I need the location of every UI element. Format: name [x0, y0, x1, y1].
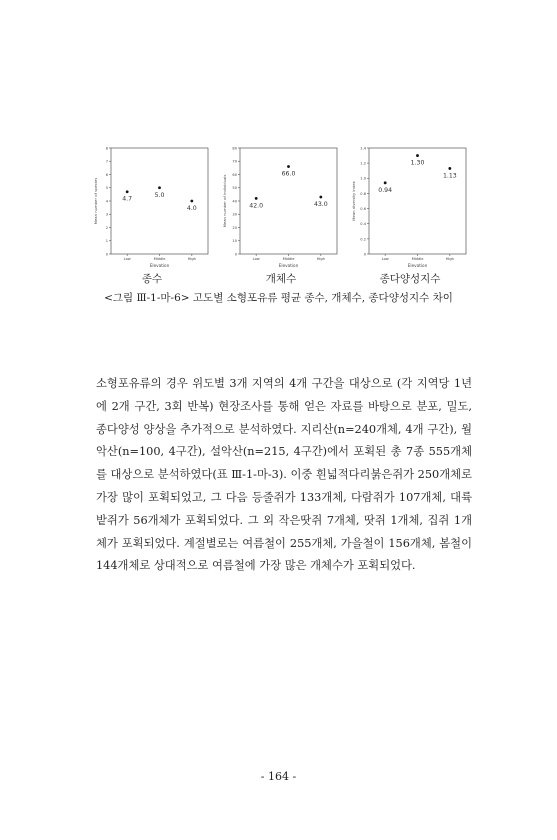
species-chart-plot	[91, 142, 213, 270]
y-tick-label: 60	[232, 172, 237, 177]
y-tick-label: 40	[232, 199, 237, 204]
y-tick-label: 1.4	[360, 146, 366, 151]
y-tick-label: 0.8	[360, 191, 366, 196]
data-point	[319, 196, 322, 199]
y-tick-label: 8	[105, 146, 108, 151]
y-axis-title: Mean diversity index	[351, 181, 356, 221]
x-tick-label: High	[445, 257, 454, 261]
x-tick-label: High	[187, 257, 196, 261]
y-axis-title: Mean number of individuals	[222, 174, 227, 228]
species-chart-label: 종수	[141, 273, 163, 285]
y-tick-label: 0	[234, 252, 237, 257]
data-label: 0.94	[378, 186, 393, 194]
diversity-chart	[349, 142, 471, 286]
x-tick-label: High	[316, 257, 325, 261]
x-axis-title: Elevation	[278, 263, 299, 268]
data-point	[448, 167, 451, 170]
x-axis-title: Elevation	[149, 263, 170, 268]
body-paragraph: 소형포유류의 경우 위도별 3개 지역의 4개 구간을 대상으로 (각 지역당 1년에 2개 구간, 3회 반복) 현장조사를 통해 얻은 자료를 바탕으로 분포, 밀도, 종다양성 양상을 추가적으로 분석하였다. 지리산(n=240개체, 4개 구간), 월악산(n=100, 4구간), 설악산(n=215, 4구간)에서 포획된 총 7종 555개체를 대상으로 분석하였다(표 Ⅲ-1-마-3). 이중 흰넓적다리붉은쥐가 250개체로 가장 많이 포획되었고, 그 다음 등줄쥐가 133개체, 다람쥐가 107개체, 대륙밭쥐가 56개체가 포획되었다. 그 외 작은땃쥐 7개체, 땃쥐 1개체, 집쥐 1개체가 포획되었다. 계절별로는 여름철이 255개체, 가을철이 156개체, 봄철이 144개체로 상대적으로 여름철에 가장 많은 개체수가 포획되었다.	[96, 377, 472, 573]
data-label: 42.0	[249, 202, 264, 210]
y-tick-label: 30	[232, 212, 237, 217]
individuals-chart-label: 개체수	[265, 273, 297, 285]
y-tick-label: 0.4	[360, 222, 366, 227]
diversity-chart-plot	[349, 142, 471, 270]
y-tick-label: 20	[232, 225, 237, 230]
data-point	[158, 186, 161, 189]
data-label: 1.13	[442, 172, 457, 180]
diversity-chart-label: 종다양성지수	[379, 273, 441, 285]
data-point	[416, 154, 419, 157]
y-tick-label: 10	[232, 239, 237, 244]
data-label: 1.30	[410, 159, 425, 167]
data-label: 4.7	[122, 195, 133, 203]
y-tick-label: 6	[105, 172, 108, 177]
y-tick-label: 4	[105, 199, 108, 204]
y-tick-label: 0	[105, 252, 108, 257]
y-tick-label: 50	[232, 186, 237, 191]
y-tick-label: 0.2	[360, 237, 366, 242]
species-chart	[91, 142, 213, 286]
x-tick-label: Low	[252, 257, 260, 261]
data-label: 66.0	[281, 170, 296, 178]
x-tick-label: Middle	[411, 257, 424, 261]
y-tick-label: 1.0	[360, 176, 366, 181]
y-axis-title: Mean number of species	[93, 177, 98, 225]
y-tick-label: 1	[105, 239, 108, 244]
x-tick-label: Middle	[153, 257, 166, 261]
y-tick-label: 0	[363, 252, 366, 257]
y-tick-label: 0.6	[360, 206, 366, 211]
data-label: 4.0	[186, 205, 197, 212]
data-point	[255, 197, 258, 200]
data-point	[190, 200, 193, 203]
data-point	[287, 165, 290, 168]
data-point	[126, 190, 129, 193]
x-axis-title: Elevation	[407, 263, 428, 268]
data-label: 5.0	[154, 191, 165, 199]
x-tick-label: Low	[381, 257, 389, 261]
individuals-chart-plot	[220, 142, 342, 270]
x-tick-label: Middle	[282, 257, 295, 261]
y-tick-label: 70	[232, 159, 237, 164]
x-tick-label: Low	[123, 257, 131, 261]
y-tick-label: 7	[105, 159, 108, 164]
individuals-chart	[220, 142, 342, 286]
page-number: - 164 -	[260, 770, 297, 783]
data-label: 43.0	[313, 201, 328, 209]
y-tick-label: 1.2	[360, 161, 366, 166]
y-tick-label: 5	[105, 186, 108, 191]
y-tick-label: 80	[232, 146, 237, 151]
y-tick-label: 3	[105, 212, 108, 217]
figure-caption: <그림 Ⅲ-1-마-6> 고도별 소형포유류 평균 종수, 개체수, 종다양성지수 차이	[104, 292, 453, 304]
data-point	[384, 181, 387, 184]
y-tick-label: 2	[105, 225, 108, 230]
